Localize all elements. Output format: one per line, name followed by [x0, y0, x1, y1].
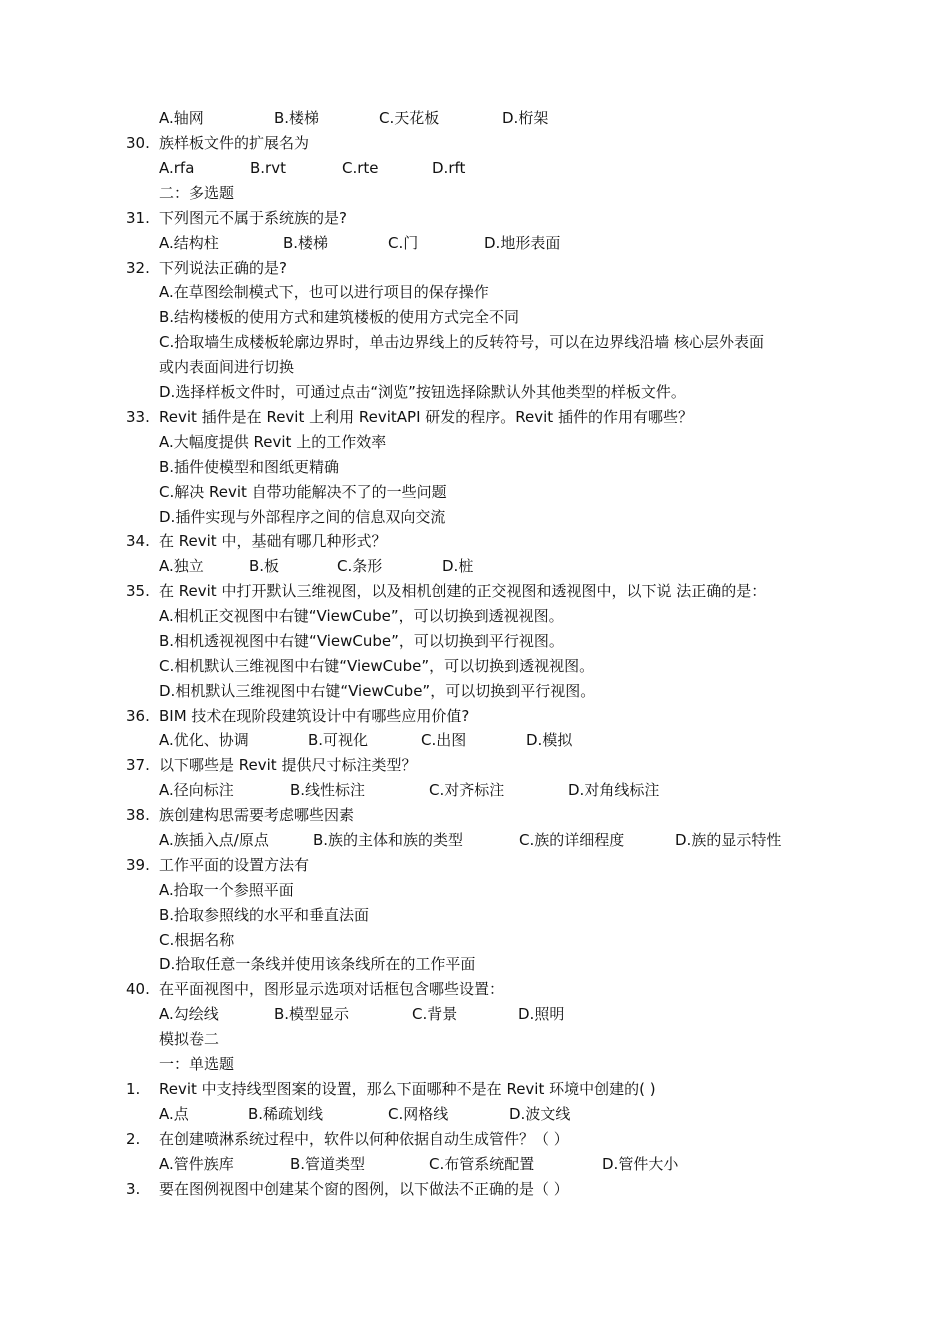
answer-option: D.rft: [432, 159, 466, 177]
text-line: [0, 1129, 950, 1149]
question-text: Revit 中支持线型图案的设置，那么下面哪种不是在 Revit 环境中创建的( ): [159, 1080, 656, 1098]
body-text: D.插件实现与外部程序之间的信息双向交流: [159, 508, 446, 526]
text-line: [0, 631, 950, 651]
body-text: 一：单选题: [159, 1055, 235, 1073]
answer-option: D.桁架: [502, 109, 549, 127]
body-text: A.相机正交视图中右键“ViewCube”，可以切换到透视视图。: [159, 607, 564, 625]
body-text: B.插件使模型和图纸更精确: [159, 458, 340, 476]
answer-option: B.管道类型: [290, 1155, 366, 1173]
answer-option: C.天花板: [379, 109, 440, 127]
answer-option: C.出图: [421, 731, 467, 749]
body-text: C.拾取墙生成楼板轮廓边界时，单击边界线上的反转符号，可以在边界线沿墙 核心层外表面: [159, 333, 765, 351]
body-text: 模拟卷二: [159, 1030, 220, 1048]
question-number: 31.: [126, 209, 150, 227]
answer-option: D.管件大小: [602, 1155, 679, 1173]
answer-option: A.rfa: [159, 159, 195, 177]
question-number: 3.: [126, 1180, 141, 1198]
question-number: 36.: [126, 707, 150, 725]
answer-option: A.勾绘线: [159, 1005, 219, 1023]
text-line: [0, 681, 950, 701]
answer-option: C.布管系统配置: [429, 1155, 535, 1173]
question-text: 在平面视图中，图形显示选项对话框包含哪些设置：: [159, 980, 505, 998]
text-line: [0, 507, 950, 527]
text-line: [0, 780, 950, 800]
text-line: [0, 805, 950, 825]
answer-option: D.波文线: [509, 1105, 571, 1123]
body-text: 或内表面间进行切换: [159, 358, 295, 376]
answer-option: A.管件族库: [159, 1155, 234, 1173]
question-text: 在创建喷淋系统过程中，软件以何种依据自动生成管件？（ ）: [159, 1130, 569, 1148]
text-line: [0, 1104, 950, 1124]
body-text: C.相机默认三维视图中右键“ViewCube”，可以切换到透视视图。: [159, 657, 595, 675]
answer-option: D.桩: [442, 557, 474, 575]
answer-option: D.地形表面: [484, 234, 561, 252]
text-line: [0, 581, 950, 601]
answer-option: C.族的详细程度: [519, 831, 625, 849]
text-line: [0, 979, 950, 999]
answer-option: B.rvt: [250, 159, 286, 177]
question-number: 1.: [126, 1080, 141, 1098]
question-number: 38.: [126, 806, 150, 824]
body-text: D.相机默认三维视图中右键“ViewCube”，可以切换到平行视图。: [159, 682, 596, 700]
text-line: [0, 183, 950, 203]
text-line: [0, 407, 950, 427]
text-line: [0, 730, 950, 750]
text-line: [0, 905, 950, 925]
question-number: 33.: [126, 408, 150, 426]
body-text: B.拾取参照线的水平和垂直法面: [159, 906, 370, 924]
question-number: 35.: [126, 582, 150, 600]
text-line: [0, 133, 950, 153]
answer-option: D.族的显示特性: [675, 831, 782, 849]
text-line: [0, 830, 950, 850]
body-text: C.解决 Revit 自带功能解决不了的一些问题: [159, 483, 447, 501]
question-text: 工作平面的设置方法有: [159, 856, 310, 874]
text-line: [0, 158, 950, 178]
body-text: A.大幅度提供 Revit 上的工作效率: [159, 433, 387, 451]
body-text: A.拾取一个参照平面: [159, 881, 294, 899]
answer-option: B.可视化: [308, 731, 369, 749]
answer-option: B.板: [249, 557, 280, 575]
question-text: 以下哪些是 Revit 提供尺寸标注类型？: [159, 756, 417, 774]
text-line: [0, 930, 950, 950]
answer-option: A.轴网: [159, 109, 204, 127]
text-line: [0, 606, 950, 626]
question-number: 40.: [126, 980, 150, 998]
question-text: 下列说法正确的是?: [159, 259, 287, 277]
question-text: 下列图元不属于系统族的是?: [159, 209, 347, 227]
text-line: [0, 1079, 950, 1099]
text-line: [0, 457, 950, 477]
text-line: [0, 556, 950, 576]
answer-option: B.楼梯: [283, 234, 329, 252]
text-line: [0, 258, 950, 278]
answer-option: C.背景: [412, 1005, 458, 1023]
text-line: [0, 954, 950, 974]
answer-option: B.稀疏划线: [248, 1105, 324, 1123]
question-text: 族创建构思需要考虑哪些因素: [159, 806, 355, 824]
text-line: [0, 706, 950, 726]
text-line: [0, 1179, 950, 1199]
body-text: 二：多选题: [159, 184, 235, 202]
text-line: [0, 282, 950, 302]
text-line: [0, 208, 950, 228]
text-line: [0, 332, 950, 352]
text-line: [0, 855, 950, 875]
body-text: B.相机透视视图中右键“ViewCube”，可以切换到平行视图。: [159, 632, 564, 650]
answer-option: A.独立: [159, 557, 204, 575]
text-line: [0, 1029, 950, 1049]
answer-option: A.点: [159, 1105, 189, 1123]
answer-option: B.线性标注: [290, 781, 366, 799]
answer-option: B.楼梯: [274, 109, 320, 127]
question-number: 34.: [126, 532, 150, 550]
answer-option: B.模型显示: [274, 1005, 350, 1023]
answer-option: A.族插入点/原点: [159, 831, 269, 849]
body-text: D.选择样板文件时，可通过点击“浏览”按钮选择除默认外其他类型的样板文件。: [159, 383, 686, 401]
answer-option: D.照明: [518, 1005, 565, 1023]
text-line: [0, 357, 950, 377]
text-line: [0, 432, 950, 452]
answer-option: C.门: [388, 234, 419, 252]
question-text: 要在图例视图中创建某个窗的图例，以下做法不正确的是（ ）: [159, 1180, 569, 1198]
answer-option: C.条形: [337, 557, 383, 575]
answer-option: B.族的主体和族的类型: [313, 831, 464, 849]
body-text: C.根据名称: [159, 931, 235, 949]
body-text: D.拾取任意一条线并使用该条线所在的工作平面: [159, 955, 476, 973]
question-number: 32.: [126, 259, 150, 277]
question-text: 在 Revit 中打开默认三维视图，以及相机创建的正交视图和透视图中，以下说 法正确的是：: [159, 582, 767, 600]
text-line: [0, 382, 950, 402]
answer-option: A.优化、协调: [159, 731, 249, 749]
text-line: [0, 307, 950, 327]
text-line: [0, 1004, 950, 1024]
text-line: [0, 108, 950, 128]
text-line: [0, 1154, 950, 1174]
question-text: BIM 技术在现阶段建筑设计中有哪些应用价值?: [159, 707, 470, 725]
question-text: 族样板文件的扩展名为: [159, 134, 310, 152]
question-number: 2.: [126, 1130, 141, 1148]
text-line: [0, 1054, 950, 1074]
answer-option: C.rte: [342, 159, 379, 177]
answer-option: C.对齐标注: [429, 781, 505, 799]
answer-option: C.网格线: [388, 1105, 449, 1123]
text-line: [0, 880, 950, 900]
text-line: [0, 233, 950, 253]
text-line: [0, 755, 950, 775]
question-text: Revit 插件是在 Revit 上利用 RevitAPI 研发的程序。Revit 插件的作用有哪些？: [159, 408, 693, 426]
body-text: B.结构楼板的使用方式和建筑楼板的使用方式完全不同: [159, 308, 520, 326]
body-text: A.在草图绘制模式下，也可以进行项目的保存操作: [159, 283, 489, 301]
text-line: [0, 531, 950, 551]
answer-option: D.模拟: [526, 731, 573, 749]
question-number: 30.: [126, 134, 150, 152]
text-line: [0, 656, 950, 676]
answer-option: D.对角线标注: [568, 781, 660, 799]
answer-option: A.结构柱: [159, 234, 219, 252]
question-number: 39.: [126, 856, 150, 874]
text-line: [0, 482, 950, 502]
answer-option: A.径向标注: [159, 781, 234, 799]
question-text: 在 Revit 中，基础有哪几种形式？: [159, 532, 387, 550]
question-number: 37.: [126, 756, 150, 774]
